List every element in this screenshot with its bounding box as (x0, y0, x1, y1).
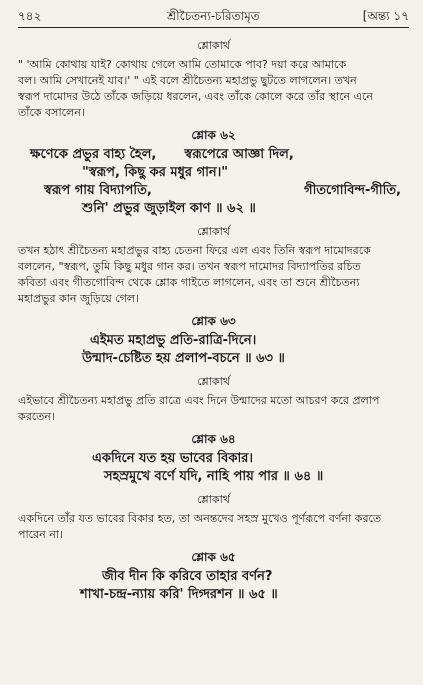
verse-heading: শ্লোক ৬৫ (191, 550, 236, 564)
prose-line: বল। আমি সেখানেই যাব।' " এই বলে শ্রীচৈতন্য মহাপ্রভু ছুটতে লাগলেন। তখন (18, 74, 357, 87)
prose-line: " 'আমি কোথায় যাই? কোথায় গেলে আমি তোমাকে পাব? দয়া করে আমাকে (18, 58, 347, 71)
prose-line: পারেন না। (18, 528, 63, 541)
verse-segment: গীতগোবিন্দ-গীতি, (304, 183, 401, 198)
page-number: ৭৪২ (18, 9, 42, 23)
verse-segment: স্বরূপ গায় বিদ্যাপতি, (44, 183, 152, 198)
page-header (18, 6, 409, 26)
translation-heading: শ্লোকার্থ (197, 493, 230, 506)
book-title: শ্রীচৈতন্য-চরিতামৃত (167, 9, 260, 23)
translation-heading: শ্লোকার্থ (197, 39, 230, 52)
translation-paragraph (18, 511, 409, 543)
verse-text (18, 146, 409, 218)
prose-line: একদিনে তাঁর যত ভাবের বিকার হত, তা অনন্তদেব সহস্র মুখেও পূর্ণরূপে বর্ণনা করতে (18, 512, 382, 525)
prose-line: মহাপ্রভুর কান জুড়িয়ে গেল। (18, 292, 140, 305)
header-rule (18, 27, 409, 28)
prose-line: করতেন। (18, 410, 55, 423)
verse-segment: ক্ষণেকে প্রভুর বাহ্য হৈল, (30, 147, 157, 162)
verse-heading: শ্লোক ৬৪ (191, 432, 236, 446)
prose-line: বললেন, "স্বরূপ, তুমি কিছু মধুর গান কর। তখন স্বরূপ দামোদর বিদ্যাপতির রচিত (18, 260, 361, 273)
translation-paragraph (18, 243, 409, 307)
verse-text (18, 450, 409, 486)
verse-heading: শ্লোক ৬৩ (191, 314, 236, 328)
page-content (18, 32, 409, 604)
verse-line: উন্মাদ-চেষ্টিত হয় প্রলাপ-বচনে ॥ ৬৩ ॥ (82, 351, 285, 366)
verse-line: "স্বরূপ, কিছু কর মধুর গান।" (82, 165, 229, 180)
verse-line: জীব দীন কি করিবে তাহার বর্ণন? (102, 569, 273, 584)
prose-line: তাঁকে বসালেন। (18, 106, 85, 119)
verse-line: একদিনে যত হয় ভাবের বিকার। (92, 451, 254, 466)
verse-text (18, 568, 409, 604)
verse-line: শাখা-চন্দ্র-ন্যায় করি' দিগ্দরশন ॥ ৬৫ ॥ (80, 587, 278, 602)
translation-paragraph (18, 57, 409, 121)
verse-line: সহস্রমুখে বর্ণে যদি, নাহি পায় পার ॥ ৬৪ ॥ (104, 469, 324, 484)
translation-heading: শ্লোকার্থ (197, 225, 230, 238)
verse-line (18, 182, 409, 200)
verse-text (18, 332, 409, 368)
chapter-label: [অন্ত্য ১৭ (362, 9, 409, 23)
verse-line: শুনি' প্রভুর জুড়াইল কাণ ॥ ৬২ ॥ (82, 201, 256, 216)
verse-heading: শ্লোক ৬২ (191, 128, 236, 142)
prose-line: স্বরূপ দামোদর উঠে তাঁকে জড়িয়ে ধরলেন, এবং তাঁকে কোলে করে তাঁর স্থানে এনে (18, 90, 373, 103)
verse-line: এইমত মহাপ্রভু প্রতি-রাত্রি-দিনে। (90, 333, 257, 348)
translation-paragraph (18, 393, 409, 425)
prose-line: এইভাবে শ্রীচৈতন্য মহাপ্রভু প্রতি রাত্রে এবং দিনে উন্মাদের মতো আচরণ করে প্রলাপ (18, 394, 380, 407)
verse-line (18, 146, 409, 164)
prose-line: কবিতা এবং গীতগোবিন্দ থেকে শ্লোক গাইতে লাগলেন, এবং তা শুনে শ্রীচৈতন্য (18, 276, 360, 289)
verse-segment: স্বরূপেরে আজ্ঞা দিল, (184, 147, 294, 162)
translation-heading: শ্লোকার্থ (197, 375, 230, 388)
prose-line: তখন হঠাৎ শ্রীচৈতন্য মহাপ্রভুর বাহ্য চেতনা ফিরে এল এবং তিনি স্বরূপ দামোদরকে (18, 244, 371, 257)
